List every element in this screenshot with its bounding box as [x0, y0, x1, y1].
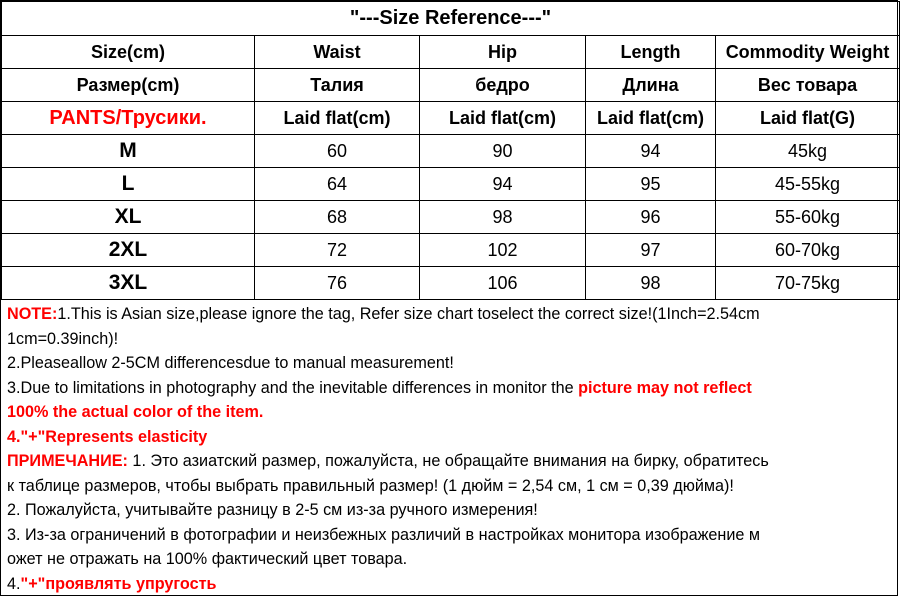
waist-cell: 68 — [255, 201, 420, 234]
waist-cell: 76 — [255, 267, 420, 300]
size-cell: 3XL — [2, 267, 255, 300]
note-ru-4-text: "+"проявлять упругость — [20, 574, 217, 593]
note-ru-4 — [7, 572, 891, 597]
note-2: 2.Pleaseallow 2-5CM differencesdue to manual measurement! — [7, 354, 454, 372]
table-row — [2, 168, 900, 201]
header-weight-ru: Вес товара — [716, 69, 900, 102]
hip-cell: 102 — [420, 234, 586, 267]
pants-label: PANTS/Трусики. — [2, 102, 255, 135]
note-3-red: picture may not reflect — [578, 378, 752, 397]
header-waist: Waist — [255, 36, 420, 69]
weight-cell: 55-60kg — [716, 201, 900, 234]
header-waist-ru: Талия — [255, 69, 420, 102]
table-row — [2, 234, 900, 267]
length-cell: 96 — [586, 201, 716, 234]
measure-length: Laid flat(cm) — [586, 102, 716, 135]
note-3-red-cont: 100% the actual color of the item. — [7, 403, 264, 421]
header-weight: Commodity Weight — [716, 36, 900, 69]
length-cell: 94 — [586, 135, 716, 168]
waist-cell: 64 — [255, 168, 420, 201]
hip-cell: 106 — [420, 267, 586, 300]
waist-cell: 72 — [255, 234, 420, 267]
table-row — [2, 201, 900, 234]
note-ru-label: ПРИМЕЧАНИЕ: — [7, 452, 128, 470]
weight-cell: 60-70kg — [716, 234, 900, 267]
note-ru-3: 3. Из-за ограничений в фотографии и неизбежных различий в настройках монитора изображение м — [7, 525, 761, 544]
header-hip-ru: бедро — [420, 69, 586, 102]
hip-cell: 90 — [420, 135, 586, 168]
weight-cell: 45kg — [716, 135, 900, 168]
note-ru-1 — [7, 449, 891, 474]
header-row-en — [2, 36, 900, 69]
hip-cell: 98 — [420, 201, 586, 234]
header-length: Length — [586, 36, 716, 69]
header-row-ru — [2, 69, 900, 102]
table-row — [2, 135, 900, 168]
note-ru-2: 2. Пожалуйста, учитывайте разницу в 2-5 см из-за ручного измерения! — [7, 501, 538, 519]
note-3-text: 3.Due to limitations in photography and the inevitable differences in monitor the — [7, 378, 579, 397]
note-ru-4-prefix: 4. — [7, 574, 21, 593]
header-size-ru: Размер(cm) — [2, 69, 255, 102]
measure-row — [2, 102, 900, 135]
note-1 — [7, 302, 891, 327]
measure-weight: Laid flat(G) — [716, 102, 900, 135]
weight-cell: 45-55kg — [716, 168, 900, 201]
table-title: "---Size Reference---" — [2, 2, 900, 36]
size-cell: XL — [2, 201, 255, 234]
note-ru-1-text: 1. Это азиатский размер, пожалуйста, не обращайте внимания на бирку, обратитесь — [127, 452, 769, 470]
note-1-cont: 1cm=0.39inch)! — [7, 329, 119, 348]
hip-cell: 94 — [420, 168, 586, 201]
header-size: Size(cm) — [2, 36, 255, 69]
size-cell: 2XL — [2, 234, 255, 267]
table-row — [2, 267, 900, 300]
measure-hip: Laid flat(cm) — [420, 102, 586, 135]
note-label: NOTE: — [7, 305, 58, 323]
size-cell: L — [2, 168, 255, 201]
length-cell: 95 — [586, 168, 716, 201]
length-cell: 97 — [586, 234, 716, 267]
weight-cell: 70-75kg — [716, 267, 900, 300]
size-cell: M — [2, 135, 255, 168]
notes-section — [1, 300, 897, 596]
note-ru-1-cont: к таблице размеров, чтобы выбрать правильный размер! (1 дюйм = 2,54 см, 1 см = 0,39 дюйма)! — [7, 476, 734, 495]
length-cell: 98 — [586, 267, 716, 300]
size-table — [1, 1, 900, 300]
header-hip: Hip — [420, 36, 586, 69]
measure-waist: Laid flat(cm) — [255, 102, 420, 135]
waist-cell: 60 — [255, 135, 420, 168]
note-ru-3-cont: ожет не отражать на 100% фактический цвет товара. — [7, 550, 408, 568]
note-3 — [7, 376, 891, 401]
note-1-text: 1.This is Asian size,please ignore the tag, Refer size chart toselect the correct size!(1Inch=2.54cm — [57, 305, 760, 323]
header-length-ru: Длина — [586, 69, 716, 102]
title-row — [2, 2, 900, 36]
note-4: 4."+"Represents elasticity — [7, 427, 208, 446]
